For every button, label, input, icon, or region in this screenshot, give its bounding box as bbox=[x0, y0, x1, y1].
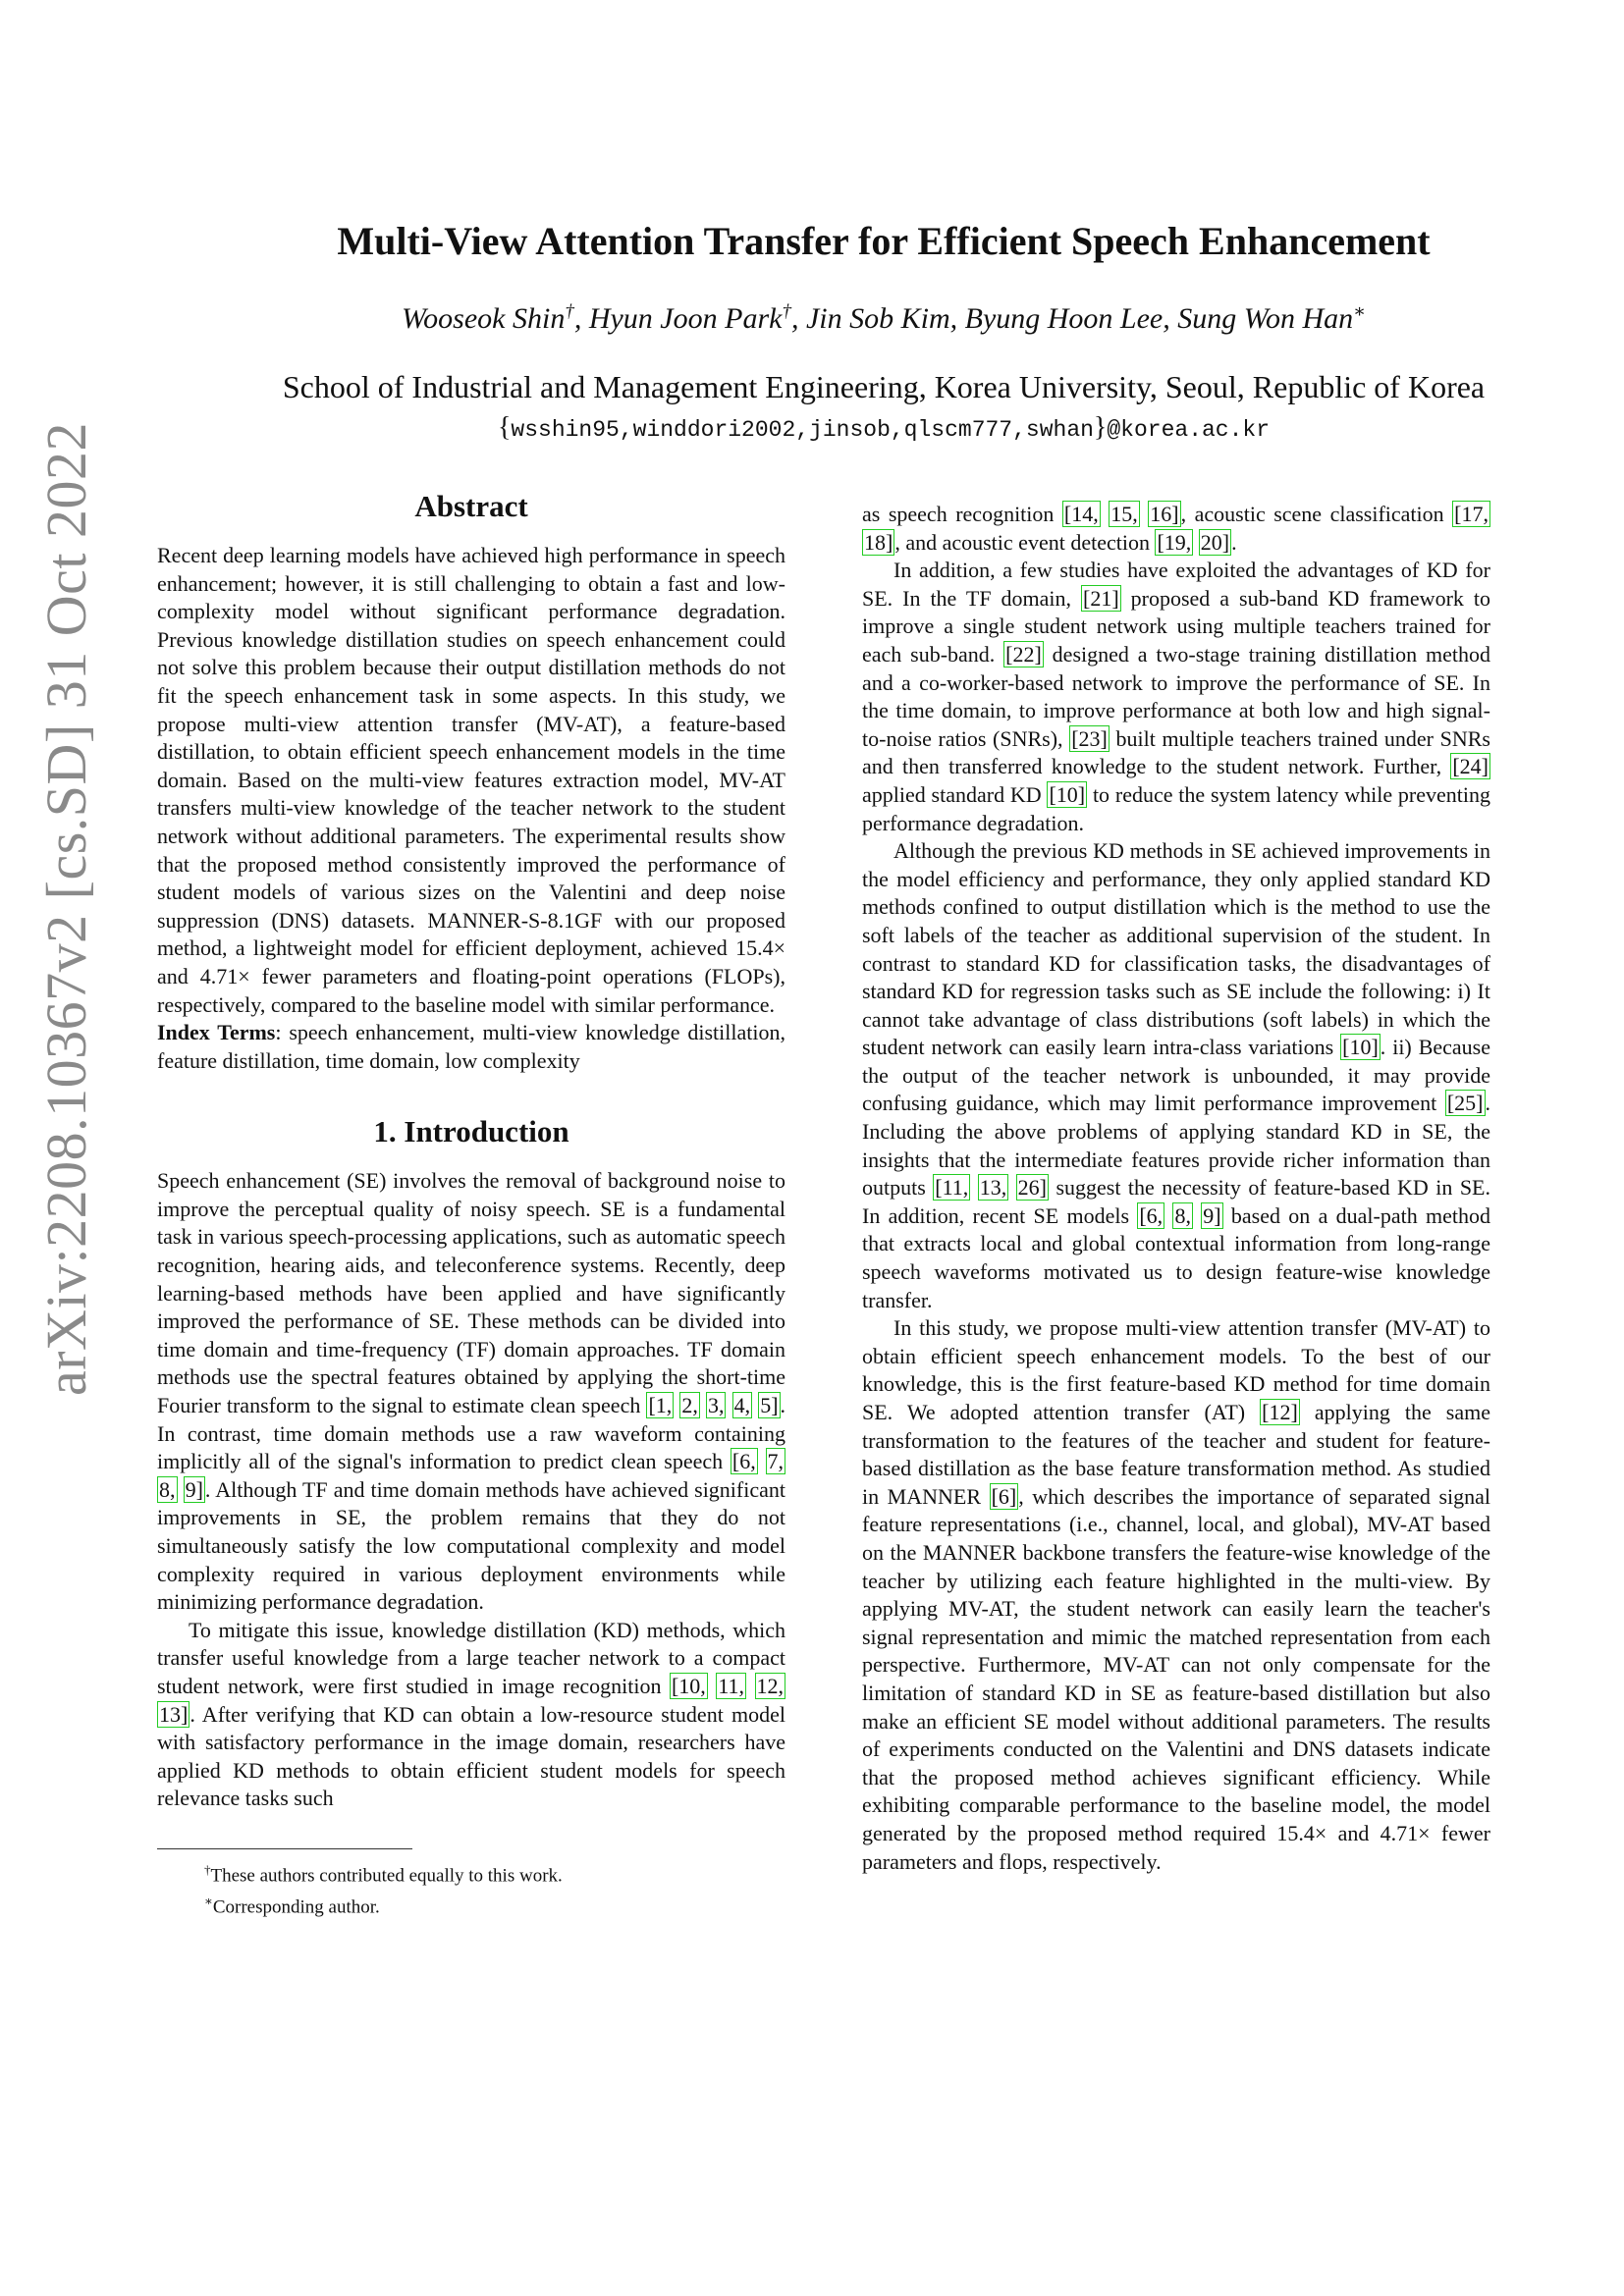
citation-6[interactable]: [6, bbox=[1139, 1202, 1164, 1228]
citation-11[interactable]: 11, bbox=[718, 1673, 745, 1698]
citation-11[interactable]: [11, bbox=[935, 1175, 969, 1201]
equal-contribution-mark: † bbox=[565, 301, 574, 322]
author-separator: , bbox=[573, 302, 589, 335]
citation-14[interactable]: [14, bbox=[1063, 502, 1099, 526]
text-run: To mitigate this issue, knowledge distillation (KD) methods, which transfer useful knowledge from a large teacher network to a compact student network, were first studied in image recognition bbox=[157, 1617, 785, 1698]
author-list bbox=[157, 300, 1610, 336]
citation-13[interactable]: 13, bbox=[979, 1175, 1007, 1201]
intro-paragraph-2-continued bbox=[862, 501, 1490, 557]
text-run: Although the previous KD methods in SE achieved improvements in the model efficiency and performance, they only applied standard KD methods confined to output distillation which is the method to use the soft labels of the teacher as additional supervision of the student. In contrast to standard KD for classification tasks, the disadvantages of standard KD for regression tasks such as SE include the following: i) It cannot take advantage of class distributions (soft labels) in which the student network can easily learn intra-class variations bbox=[862, 838, 1490, 1060]
index-terms-text: : speech enhancement, multi-view knowledge distillation, feature distillation, time domain, low complexity bbox=[157, 1020, 785, 1073]
citation-16[interactable]: 16] bbox=[1150, 502, 1179, 526]
citation-2[interactable]: 2, bbox=[681, 1393, 698, 1418]
citation-1[interactable]: [1, bbox=[648, 1393, 673, 1418]
citation-9[interactable]: 9] bbox=[185, 1476, 203, 1502]
text-run: based on a dual-path method that extracts local and global contextual information from long-range speech waveforms motivated us to design feature-wise knowledge transfer. bbox=[862, 1202, 1490, 1312]
citation-7[interactable]: 7, bbox=[767, 1449, 785, 1474]
citation-26[interactable]: 26] bbox=[1017, 1175, 1047, 1201]
other-authors: , Jin Sob Kim, Byung Hoon Lee, Sung Won Han bbox=[790, 302, 1354, 335]
citation-12[interactable]: [12] bbox=[1262, 1400, 1298, 1424]
left-column bbox=[157, 489, 785, 1921]
text-run: proposed a sub-band KD framework to improve a single student network using multiple teachers trained for each sub-band. bbox=[862, 585, 1490, 667]
introduction-heading: 1. Introduction bbox=[373, 1114, 569, 1149]
email-addresses[interactable] bbox=[157, 412, 1610, 444]
email-domain: @korea.ac.kr bbox=[1107, 417, 1271, 443]
intro-paragraph-3 bbox=[862, 557, 1490, 837]
citation-8[interactable]: 8, bbox=[1174, 1202, 1191, 1228]
citation-20[interactable]: 20] bbox=[1200, 529, 1230, 555]
citation-15[interactable]: 15, bbox=[1110, 502, 1138, 526]
intro-paragraph-2 bbox=[157, 1617, 785, 1813]
intro-paragraph-5 bbox=[862, 1314, 1490, 1876]
intro-paragraph-4 bbox=[862, 837, 1490, 1314]
author-1: Wooseok Shin bbox=[401, 302, 566, 335]
paper-title: Multi-View Attention Transfer for Efficient Speech Enhancement bbox=[337, 219, 1431, 263]
text-run: . ii) Because the output of the teacher network is unbounded, it may provide confusing guidance, which may limit performance improvement bbox=[862, 1035, 1490, 1116]
text-run: In this study, we propose multi-view attention transfer (MV-AT) to obtain efficient speech enhancement models. To the best of our knowledge, this is the first feature-based KD method for time domain SE. We adopted attention transfer (AT) bbox=[862, 1315, 1490, 1424]
text-run: . bbox=[1231, 529, 1237, 555]
text-run: suggest the necessity of feature-based KD in SE. In addition, recent SE models bbox=[862, 1175, 1490, 1228]
text-run: applying the same transformation to the features of the teacher and student for feature-based distillation as the base feature transformation method. As studied in MANNER bbox=[862, 1400, 1490, 1509]
text-run: , which describes the importance of separated signal feature representations (i.e., channel, local, and global), MV-AT based on the MANNER backbone transfers the feature-wise knowledge of the teacher by utilizing each feature highlighted in the multi-view. By applying MV-AT, the student network can easily learn the teacher's signal representation and mimic the matched representation from each perspective. Furthermore, MV-AT can not only compensate for the limitation of standard KD in SE as feature-based distillation but also make an efficient SE model without additional parameters. The results of experiments conducted on the Valentini and DNS datasets indicate that the proposed method achieves significant efficiency. While exhibiting comparable performance to the baseline model, the model generated by the proposed method required 15.4× and 4.71× fewer parameters and flops, respectively. bbox=[862, 1483, 1490, 1874]
citation-4[interactable]: 4, bbox=[733, 1393, 751, 1418]
text-run: , and acoustic event detection bbox=[894, 529, 1156, 555]
citation-24[interactable]: [24] bbox=[1452, 754, 1489, 779]
text-run: In addition, a few studies have exploited the advantages of KD for SE. In the TF domain, bbox=[862, 558, 1490, 611]
text-run: applied standard KD bbox=[862, 781, 1048, 807]
citation-6[interactable]: [6, bbox=[731, 1449, 756, 1474]
text-run: . In contrast, time domain methods use a raw waveform containing implicitly all of the signal's information to predict clean speech bbox=[157, 1393, 786, 1474]
citation-10[interactable]: [10, bbox=[671, 1673, 706, 1698]
text-run: . Including the above problems of applying standard KD in SE, the insights that the intermediate features provide richer information than outputs bbox=[862, 1091, 1490, 1201]
footnote-corresponding-author bbox=[157, 1889, 785, 1920]
intro-paragraph-1 bbox=[157, 1167, 785, 1617]
text-run: . Although TF and time domain methods have achieved significant improvements in SE, the problem remains that they do not simultaneously satisfy the low computational complexity and model complexity required in various deployment environments while minimizing performance degradation. bbox=[157, 1476, 786, 1615]
citation-25[interactable]: [25] bbox=[1446, 1091, 1484, 1116]
citation-17[interactable]: [17, bbox=[1454, 502, 1489, 526]
abstract-text: Recent deep learning models have achieved high performance in speech enhancement; however, it is still challenging to obtain a fast and low-complexity model without significant performance degradation. Previous knowledge distillation studies on speech enhancement could not solve this problem because their output distillation methods do not fit the speech enhancement task in some aspects. In this study, we propose multi-view attention transfer (MV-AT), a feature-based distillation, to obtain efficient speech enhancement models in the time domain. Based on the multi-view features extraction model, MV-AT transfers multi-view knowledge of the teacher network to the student network without additional parameters. The experimental results show that the proposed method consistently improved the performance of student models of various sizes on the Valentini and deep noise suppression (DNS) datasets. MANNER-S-8.1GF with our proposed method, a lightweight model for efficient deployment, achieved 15.4× and 4.71× fewer parameters and floating-point operations (FLOPs), respectively, compared to the baseline model with similar performance. bbox=[157, 543, 785, 1017]
affiliation: School of Industrial and Management Engineering, Korea University, Seoul, Republic of Korea bbox=[282, 369, 1486, 404]
citation-21[interactable]: [21] bbox=[1083, 585, 1119, 611]
citation-12[interactable]: 12, bbox=[756, 1673, 785, 1698]
email-brace-open: { bbox=[497, 412, 512, 443]
arxiv-side-identifier: arXiv:2208.10367v2 [cs.SD] 31 Oct 2022 bbox=[34, 421, 98, 1396]
citation-13[interactable]: 13] bbox=[159, 1701, 189, 1727]
footnote-text: Corresponding author. bbox=[212, 1896, 380, 1918]
corresponding-author-mark: ∗ bbox=[1353, 301, 1367, 322]
text-run: Speech enhancement (SE) involves the removal of background noise to improve the perceptual quality of noisy speech. SE is a fundamental task in various speech-processing applications, such as automatic speech recognition, hearing aids, and teleconference systems. Recently, deep learning-based methods have been applied and have significantly improved the performance of SE. These methods can be divided into time domain and time-frequency (TF) domain approaches. TF domain methods use the spectral features obtained by applying the short-time Fourier transform to the signal to estimate clean speech bbox=[157, 1168, 785, 1418]
index-terms-label: Index Terms bbox=[157, 1020, 276, 1045]
text-run: built multiple teachers trained under SNRs and then transferred knowledge to the student network. Further, bbox=[862, 725, 1490, 779]
footnote-equal-contribution bbox=[157, 1857, 785, 1889]
text-run: as speech recognition bbox=[862, 502, 1062, 526]
author-2: Hyun Joon Park bbox=[588, 302, 783, 335]
footnote-text: These authors contributed equally to this work. bbox=[210, 1865, 563, 1887]
citation-9[interactable]: 9] bbox=[1203, 1202, 1221, 1228]
text-run: to reduce the system latency while preventing performance degradation. bbox=[862, 781, 1490, 835]
equal-contribution-mark: † bbox=[782, 301, 791, 322]
text-run: , acoustic scene classification bbox=[1180, 502, 1453, 526]
footnote-divider bbox=[157, 1848, 412, 1849]
citation-22[interactable]: [22] bbox=[1005, 641, 1042, 667]
right-column bbox=[862, 501, 1490, 1876]
citation-19[interactable]: [19, bbox=[1157, 529, 1192, 555]
citation-18[interactable]: 18] bbox=[864, 529, 893, 555]
email-brace-close: } bbox=[1093, 412, 1108, 443]
citation-8[interactable]: 8, bbox=[159, 1476, 176, 1502]
text-run: designed a two-stage training distillation method and a co-worker-based network to improve the performance of SE. In the time domain, to improve performance at both low and high signal-to-noise ratios (SNRs), bbox=[862, 641, 1490, 751]
email-users: wsshin95,winddori2002,jinsob,qlscm777,swhan bbox=[511, 417, 1094, 443]
footnote-mark: † bbox=[204, 1861, 211, 1877]
citation-10[interactable]: [10] bbox=[1342, 1035, 1379, 1060]
citation-6[interactable]: [6] bbox=[991, 1483, 1017, 1509]
citation-5[interactable]: 5] bbox=[760, 1393, 779, 1418]
text-run: . After verifying that KD can obtain a low-resource student model with satisfactory performance in the image domain, researchers have applied KD methods to obtain efficient student models for speech relevance tasks such bbox=[157, 1701, 785, 1811]
abstract-heading: Abstract bbox=[414, 489, 528, 523]
citation-3[interactable]: 3, bbox=[707, 1393, 725, 1418]
footnote-mark: ∗ bbox=[204, 1894, 213, 1909]
index-terms bbox=[157, 1019, 785, 1075]
citation-23[interactable]: [23] bbox=[1071, 725, 1108, 751]
citation-10[interactable]: [10] bbox=[1049, 781, 1086, 807]
